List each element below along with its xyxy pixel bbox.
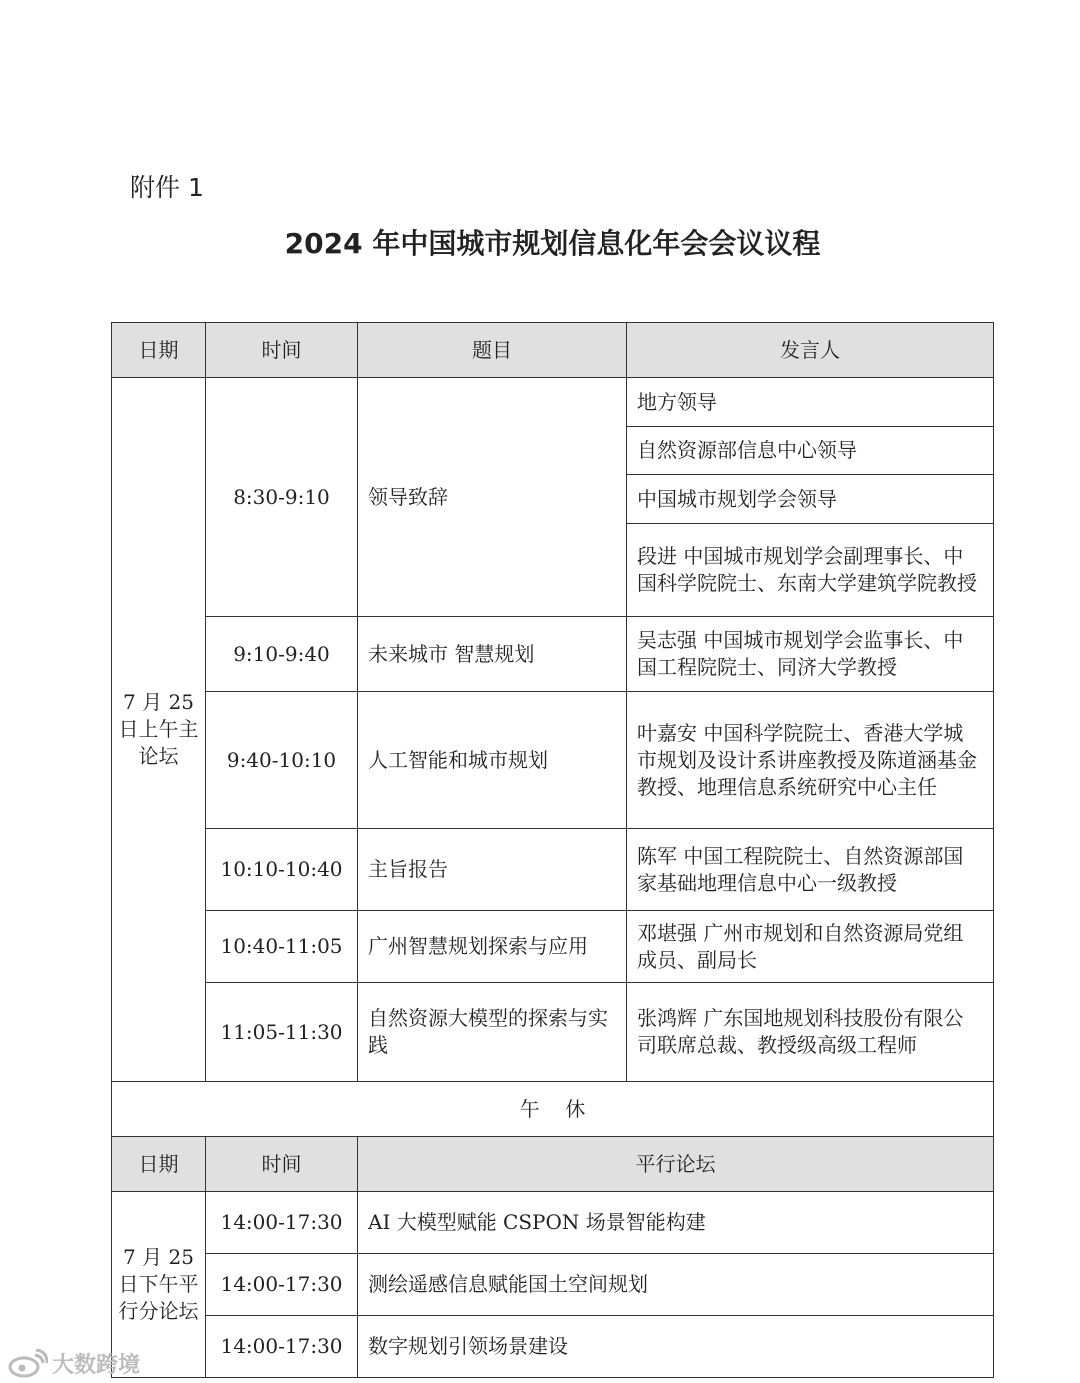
table-row xyxy=(112,1192,994,1254)
header-speaker: 发言人 xyxy=(627,323,994,378)
session-time: 10:40-11:05 xyxy=(206,911,358,983)
table-row xyxy=(112,617,994,692)
afternoon-date-cell: 7 月 25 日下午平行分论坛 xyxy=(112,1192,206,1378)
lunch-row xyxy=(112,1082,994,1137)
header-time: 时间 xyxy=(206,323,358,378)
session-time: 14:00-17:30 xyxy=(206,1254,358,1316)
session-time: 14:00-17:30 xyxy=(206,1192,358,1254)
table-row xyxy=(112,1254,994,1316)
table-row xyxy=(112,378,994,427)
forum-title: 测绘遥感信息赋能国土空间规划 xyxy=(358,1254,994,1316)
session-time: 8:30-9:10 xyxy=(206,378,358,617)
session-topic: 人工智能和城市规划 xyxy=(358,692,627,829)
session-time: 9:40-10:10 xyxy=(206,692,358,829)
attachment-label: 附件 1 xyxy=(130,173,204,202)
header-row xyxy=(112,1137,994,1192)
lunch-break: 午 休 xyxy=(112,1082,994,1137)
speaker-cell: 中国城市规划学会领导 xyxy=(627,475,994,524)
speaker-cell: 张鸿辉 广东国地规划科技股份有限公司联席总裁、教授级高级工程师 xyxy=(627,983,994,1082)
session-time: 9:10-9:40 xyxy=(206,617,358,692)
session-topic: 主旨报告 xyxy=(358,829,627,911)
table-row xyxy=(112,829,994,911)
session-time: 11:05-11:30 xyxy=(206,983,358,1082)
speaker-cell: 地方领导 xyxy=(627,378,994,427)
table-row xyxy=(112,911,994,983)
session-topic: 广州智慧规划探索与应用 xyxy=(358,911,627,983)
speaker-cell: 叶嘉安 中国科学院院士、香港大学城市规划及设计系讲座教授及陈道涵基金教授、地理信息系统研究中心主任 xyxy=(627,692,994,829)
session-time: 10:10-10:40 xyxy=(206,829,358,911)
header-date: 日期 xyxy=(112,1137,206,1192)
morning-date-cell: 7 月 25 日上午主论坛 xyxy=(112,378,206,1082)
header-topic: 题目 xyxy=(358,323,627,378)
speaker-cell: 邓堪强 广州市规划和自然资源局党组成员、副局长 xyxy=(627,911,994,983)
header-forum: 平行论坛 xyxy=(358,1137,994,1192)
agenda-table xyxy=(111,322,994,1378)
table-row xyxy=(112,983,994,1082)
forum-title: AI 大模型赋能 CSPON 场景智能构建 xyxy=(358,1192,994,1254)
session-topic: 自然资源大模型的探索与实践 xyxy=(358,983,627,1082)
header-time: 时间 xyxy=(206,1137,358,1192)
speaker-cell: 段进 中国城市规划学会副理事长、中国科学院院士、东南大学建筑学院教授 xyxy=(627,524,994,617)
watermark xyxy=(8,1348,140,1379)
table-row xyxy=(112,692,994,829)
header-date: 日期 xyxy=(112,323,206,378)
speaker-cell: 自然资源部信息中心领导 xyxy=(627,427,994,475)
weibo-logo-icon xyxy=(8,1349,48,1379)
session-topic: 未来城市 智慧规划 xyxy=(358,617,627,692)
page-title: 2024 年中国城市规划信息化年会会议议程 xyxy=(284,227,821,260)
speaker-cell: 吴志强 中国城市规划学会监事长、中国工程院院士、同济大学教授 xyxy=(627,617,994,692)
session-time: 14:00-17:30 xyxy=(206,1316,358,1378)
session-topic: 领导致辞 xyxy=(358,378,627,617)
header-row xyxy=(112,323,994,378)
table-row xyxy=(112,1316,994,1378)
speaker-cell: 陈军 中国工程院院士、自然资源部国家基础地理信息中心一级教授 xyxy=(627,829,994,911)
watermark-text: 大数跨境 xyxy=(52,1353,141,1378)
forum-title: 数字规划引领场景建设 xyxy=(358,1316,994,1378)
